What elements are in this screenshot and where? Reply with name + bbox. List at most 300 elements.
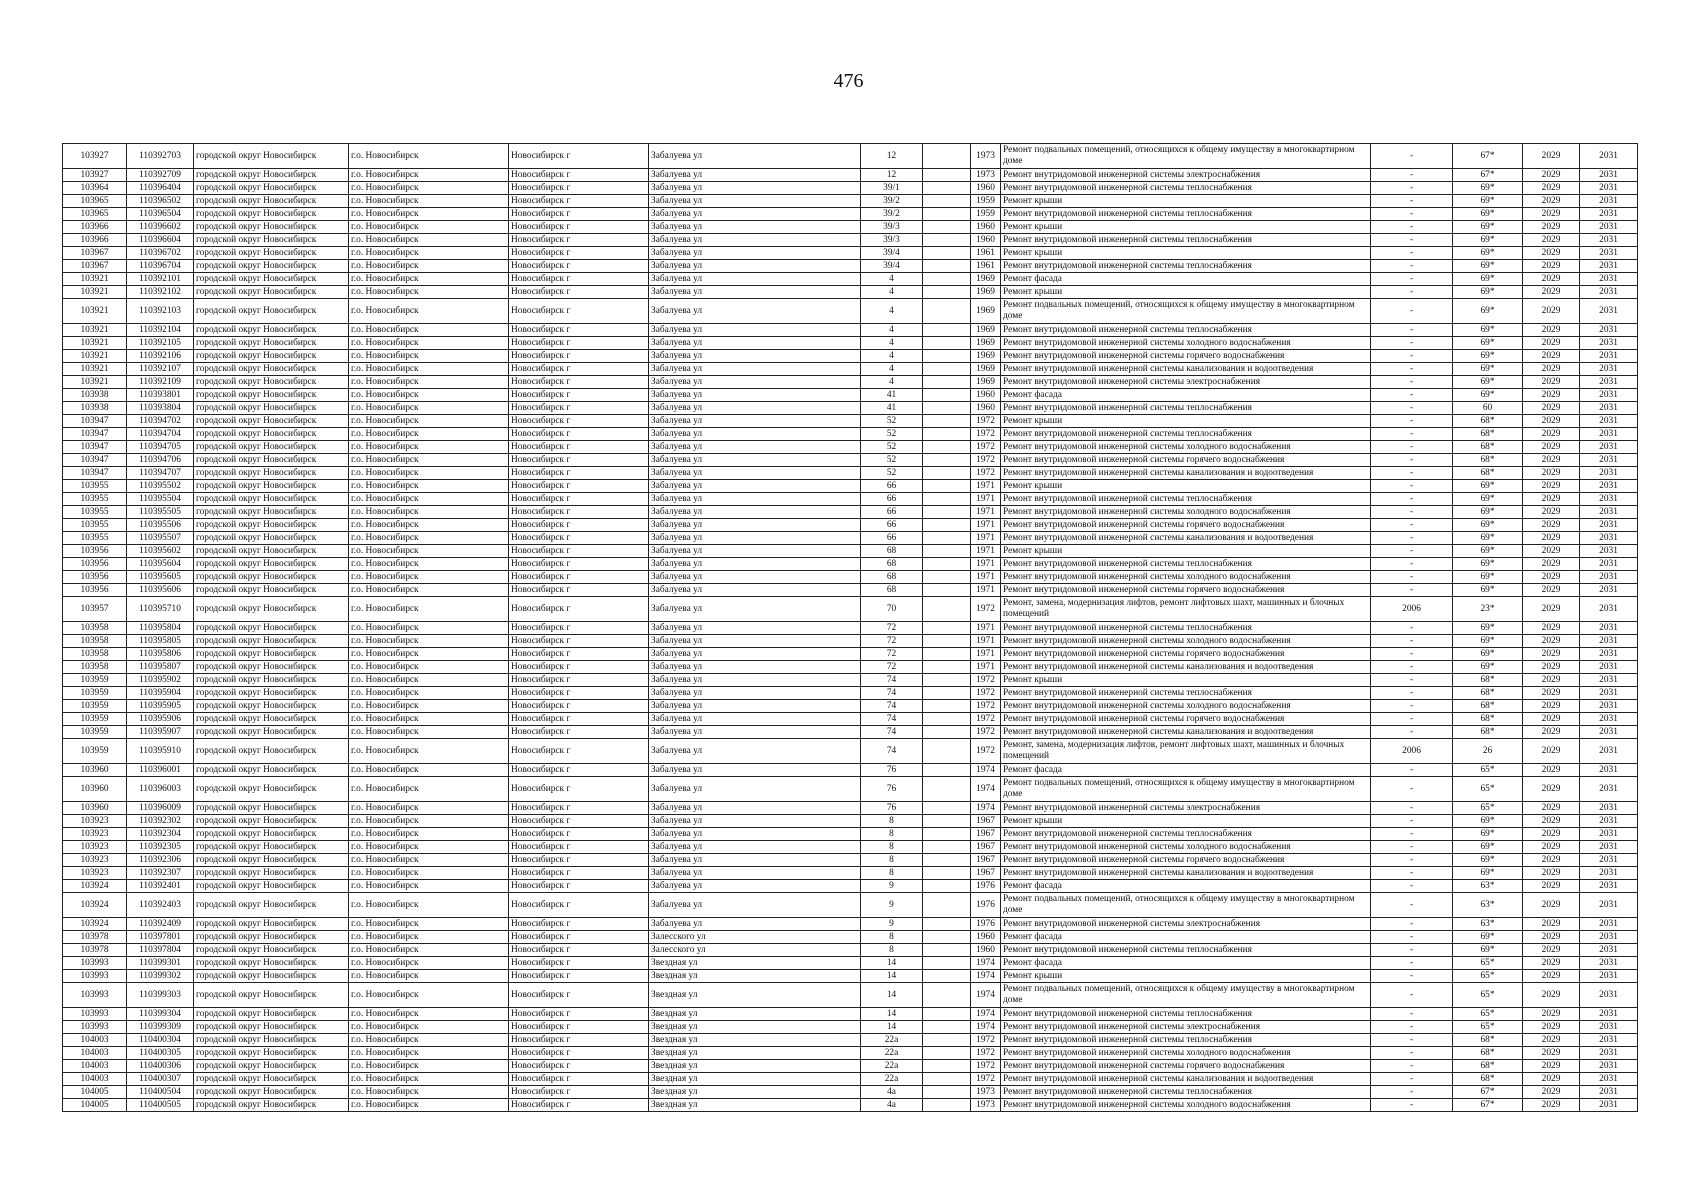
cell-code: 110396602: [127, 221, 194, 234]
cell-settlement: г.о. Новосибирск: [349, 480, 509, 493]
table-row: [63, 324, 1638, 337]
cell-work: Ремонт внутридомовой инженерной системы канализования и водоотведения: [1001, 363, 1371, 376]
table-row: [63, 234, 1638, 247]
cell-year-extra: -: [1371, 441, 1453, 454]
cell-id: 103923: [63, 828, 127, 841]
cell-code: 110395606: [127, 584, 194, 597]
cell-code: 110392709: [127, 169, 194, 182]
cell-percent: 69*: [1453, 260, 1523, 273]
cell-settlement: г.о. Новосибирск: [349, 687, 509, 700]
cell-house: 66: [861, 480, 923, 493]
cell-id: 103958: [63, 661, 127, 674]
cell-district: городской округ Новосибирск: [194, 648, 349, 661]
cell-blank: [923, 467, 971, 480]
cell-street: Забалуева ул: [649, 635, 861, 648]
cell-district: городской округ Новосибирск: [194, 687, 349, 700]
cell-district: городской округ Новосибирск: [194, 931, 349, 944]
cell-percent: 65*: [1453, 957, 1523, 970]
cell-id: 103923: [63, 867, 127, 880]
cell-id: 103955: [63, 519, 127, 532]
cell-plan-start: 2029: [1523, 144, 1580, 169]
cell-percent: 68*: [1453, 1060, 1523, 1073]
cell-street: Забалуева ул: [649, 454, 861, 467]
cell-code: 110395604: [127, 558, 194, 571]
cell-plan-start: 2029: [1523, 182, 1580, 195]
cell-plan-end: 2031: [1580, 635, 1638, 648]
cell-id: 103947: [63, 467, 127, 480]
cell-street: Забалуева ул: [649, 273, 861, 286]
cell-year: 1974: [971, 1021, 1001, 1034]
cell-plan-start: 2029: [1523, 957, 1580, 970]
cell-work: Ремонт внутридомовой инженерной системы электроснабжения: [1001, 1021, 1371, 1034]
cell-year: 1971: [971, 648, 1001, 661]
cell-blank: [923, 687, 971, 700]
cell-id: 103959: [63, 674, 127, 687]
cell-blank: [923, 208, 971, 221]
cell-blank: [923, 1086, 971, 1099]
table-row: [63, 545, 1638, 558]
cell-house: 70: [861, 597, 923, 622]
cell-city: Новосибирск г: [509, 169, 649, 182]
cell-year: 1960: [971, 931, 1001, 944]
cell-city: Новосибирск г: [509, 854, 649, 867]
cell-blank: [923, 441, 971, 454]
table-row: [63, 841, 1638, 854]
cell-plan-start: 2029: [1523, 195, 1580, 208]
cell-year-extra: -: [1371, 661, 1453, 674]
table-row: [63, 208, 1638, 221]
table-row: [63, 880, 1638, 893]
cell-street: Забалуева ул: [649, 376, 861, 389]
cell-percent: 68*: [1453, 1073, 1523, 1086]
cell-percent: 69*: [1453, 558, 1523, 571]
cell-year-extra: -: [1371, 558, 1453, 571]
cell-id: 104003: [63, 1047, 127, 1060]
cell-blank: [923, 622, 971, 635]
cell-id: 103955: [63, 493, 127, 506]
cell-year: 1972: [971, 674, 1001, 687]
cell-district: городской округ Новосибирск: [194, 144, 349, 169]
cell-blank: [923, 841, 971, 854]
table-row: [63, 802, 1638, 815]
cell-plan-end: 2031: [1580, 648, 1638, 661]
cell-percent: 26: [1453, 739, 1523, 764]
repair-registry-table: [62, 143, 1638, 1112]
cell-code: 110399303: [127, 983, 194, 1008]
cell-work: Ремонт внутридомовой инженерной системы горячего водоснабжения: [1001, 648, 1371, 661]
cell-year-extra: -: [1371, 571, 1453, 584]
cell-plan-start: 2029: [1523, 674, 1580, 687]
cell-house: 74: [861, 739, 923, 764]
cell-percent: 69*: [1453, 324, 1523, 337]
cell-street: Звездная ул: [649, 1073, 861, 1086]
cell-work: Ремонт внутридомовой инженерной системы теплоснабжения: [1001, 622, 1371, 635]
cell-percent: 69*: [1453, 182, 1523, 195]
cell-work: Ремонт внутридомовой инженерной системы теплоснабжения: [1001, 234, 1371, 247]
cell-code: 110394707: [127, 467, 194, 480]
cell-year-extra: -: [1371, 363, 1453, 376]
cell-plan-end: 2031: [1580, 1086, 1638, 1099]
cell-city: Новосибирск г: [509, 777, 649, 802]
cell-percent: 68*: [1453, 428, 1523, 441]
cell-street: Забалуева ул: [649, 350, 861, 363]
cell-percent: 69*: [1453, 931, 1523, 944]
cell-street: Забалуева ул: [649, 545, 861, 558]
cell-settlement: г.о. Новосибирск: [349, 1099, 509, 1112]
cell-code: 110392104: [127, 324, 194, 337]
cell-work: Ремонт внутридомовой инженерной системы канализования и водоотведения: [1001, 532, 1371, 545]
cell-id: 104005: [63, 1099, 127, 1112]
cell-plan-end: 2031: [1580, 545, 1638, 558]
cell-year-extra: -: [1371, 1099, 1453, 1112]
table-row: [63, 195, 1638, 208]
cell-city: Новосибирск г: [509, 558, 649, 571]
cell-house: 74: [861, 687, 923, 700]
cell-house: 4а: [861, 1086, 923, 1099]
cell-work: Ремонт внутридомовой инженерной системы горячего водоснабжения: [1001, 519, 1371, 532]
cell-year-extra: -: [1371, 1034, 1453, 1047]
cell-settlement: г.о. Новосибирск: [349, 726, 509, 739]
cell-district: городской округ Новосибирск: [194, 337, 349, 350]
cell-code: 110395805: [127, 635, 194, 648]
cell-blank: [923, 558, 971, 571]
cell-house: 72: [861, 661, 923, 674]
cell-year: 1961: [971, 260, 1001, 273]
cell-house: 72: [861, 635, 923, 648]
cell-house: 4: [861, 286, 923, 299]
cell-plan-end: 2031: [1580, 571, 1638, 584]
cell-plan-end: 2031: [1580, 454, 1638, 467]
cell-settlement: г.о. Новосибирск: [349, 661, 509, 674]
cell-plan-end: 2031: [1580, 700, 1638, 713]
cell-code: 110395504: [127, 493, 194, 506]
cell-plan-start: 2029: [1523, 635, 1580, 648]
cell-percent: 65*: [1453, 802, 1523, 815]
table-row: [63, 221, 1638, 234]
cell-street: Забалуева ул: [649, 144, 861, 169]
cell-blank: [923, 402, 971, 415]
cell-work: Ремонт внутридомовой инженерной системы теплоснабжения: [1001, 1086, 1371, 1099]
cell-plan-start: 2029: [1523, 441, 1580, 454]
cell-street: Забалуева ул: [649, 389, 861, 402]
cell-work: Ремонт крыши: [1001, 195, 1371, 208]
cell-code: 110395804: [127, 622, 194, 635]
cell-percent: 60: [1453, 402, 1523, 415]
cell-blank: [923, 350, 971, 363]
cell-year-extra: -: [1371, 350, 1453, 363]
cell-code: 110394705: [127, 441, 194, 454]
cell-district: городской округ Новосибирск: [194, 428, 349, 441]
cell-work: Ремонт крыши: [1001, 286, 1371, 299]
cell-percent: 69*: [1453, 299, 1523, 324]
cell-percent: 68*: [1453, 415, 1523, 428]
cell-year-extra: -: [1371, 841, 1453, 854]
cell-blank: [923, 415, 971, 428]
table-row: [63, 1073, 1638, 1086]
cell-year: 1960: [971, 234, 1001, 247]
table-row: [63, 402, 1638, 415]
cell-street: Забалуева ул: [649, 700, 861, 713]
cell-blank: [923, 286, 971, 299]
table-row: [63, 815, 1638, 828]
cell-settlement: г.о. Новосибирск: [349, 299, 509, 324]
cell-work: Ремонт внутридомовой инженерной системы холодного водоснабжения: [1001, 506, 1371, 519]
cell-settlement: г.о. Новосибирск: [349, 739, 509, 764]
cell-city: Новосибирск г: [509, 1099, 649, 1112]
cell-plan-start: 2029: [1523, 983, 1580, 1008]
cell-house: 8: [861, 854, 923, 867]
cell-id: 103993: [63, 970, 127, 983]
cell-percent: 65*: [1453, 970, 1523, 983]
cell-percent: 68*: [1453, 713, 1523, 726]
cell-year: 1971: [971, 584, 1001, 597]
cell-work: Ремонт внутридомовой инженерной системы электроснабжения: [1001, 802, 1371, 815]
cell-plan-start: 2029: [1523, 661, 1580, 674]
cell-street: Забалуева ул: [649, 402, 861, 415]
cell-blank: [923, 674, 971, 687]
cell-id: 103993: [63, 1021, 127, 1034]
cell-year: 1971: [971, 661, 1001, 674]
cell-settlement: г.о. Новосибирск: [349, 260, 509, 273]
cell-id: 103947: [63, 415, 127, 428]
cell-house: 74: [861, 700, 923, 713]
cell-district: городской округ Новосибирск: [194, 867, 349, 880]
cell-plan-end: 2031: [1580, 597, 1638, 622]
cell-settlement: г.о. Новосибирск: [349, 1034, 509, 1047]
cell-code: 110392105: [127, 337, 194, 350]
cell-settlement: г.о. Новосибирск: [349, 777, 509, 802]
cell-settlement: г.о. Новосибирск: [349, 208, 509, 221]
table-row: [63, 389, 1638, 402]
cell-blank: [923, 918, 971, 931]
cell-street: Забалуева ул: [649, 584, 861, 597]
cell-city: Новосибирск г: [509, 144, 649, 169]
cell-year: 1971: [971, 635, 1001, 648]
cell-id: 103921: [63, 337, 127, 350]
cell-plan-end: 2031: [1580, 286, 1638, 299]
cell-plan-start: 2029: [1523, 1021, 1580, 1034]
cell-district: городской округ Новосибирск: [194, 480, 349, 493]
cell-code: 110396003: [127, 777, 194, 802]
cell-id: 103921: [63, 363, 127, 376]
cell-work: Ремонт внутридомовой инженерной системы холодного водоснабжения: [1001, 1099, 1371, 1112]
cell-plan-start: 2029: [1523, 622, 1580, 635]
cell-house: 39/4: [861, 247, 923, 260]
cell-work: Ремонт внутридомовой инженерной системы холодного водоснабжения: [1001, 700, 1371, 713]
cell-code: 110392109: [127, 376, 194, 389]
cell-code: 110396702: [127, 247, 194, 260]
cell-year-extra: -: [1371, 700, 1453, 713]
cell-year-extra: -: [1371, 247, 1453, 260]
cell-work: Ремонт фасада: [1001, 931, 1371, 944]
cell-code: 110396001: [127, 764, 194, 777]
cell-work: Ремонт фасада: [1001, 880, 1371, 893]
cell-blank: [923, 661, 971, 674]
cell-id: 103960: [63, 802, 127, 815]
cell-year: 1959: [971, 208, 1001, 221]
cell-percent: 69*: [1453, 480, 1523, 493]
cell-year-extra: 2006: [1371, 739, 1453, 764]
cell-city: Новосибирск г: [509, 195, 649, 208]
cell-year: 1972: [971, 454, 1001, 467]
cell-code: 110395506: [127, 519, 194, 532]
cell-work: Ремонт подвальных помещений, относящихся к общему имуществу в многоквартирном доме: [1001, 893, 1371, 918]
table-row: [63, 415, 1638, 428]
cell-house: 66: [861, 506, 923, 519]
cell-settlement: г.о. Новосибирск: [349, 622, 509, 635]
cell-plan-start: 2029: [1523, 584, 1580, 597]
table-row: [63, 1008, 1638, 1021]
cell-year: 1974: [971, 777, 1001, 802]
cell-code: 110399301: [127, 957, 194, 970]
cell-street: Забалуева ул: [649, 337, 861, 350]
cell-settlement: г.о. Новосибирск: [349, 983, 509, 1008]
cell-plan-end: 2031: [1580, 467, 1638, 480]
table-row: [63, 519, 1638, 532]
cell-city: Новосибирск г: [509, 674, 649, 687]
cell-year-extra: -: [1371, 195, 1453, 208]
cell-year-extra: -: [1371, 182, 1453, 195]
cell-district: городской округ Новосибирск: [194, 363, 349, 376]
cell-plan-start: 2029: [1523, 931, 1580, 944]
cell-house: 4: [861, 337, 923, 350]
cell-street: Забалуева ул: [649, 324, 861, 337]
cell-work: Ремонт подвальных помещений, относящихся к общему имуществу в многоквартирном доме: [1001, 144, 1371, 169]
cell-plan-start: 2029: [1523, 506, 1580, 519]
cell-settlement: г.о. Новосибирск: [349, 350, 509, 363]
cell-year: 1971: [971, 480, 1001, 493]
cell-year: 1973: [971, 169, 1001, 182]
cell-blank: [923, 739, 971, 764]
cell-plan-end: 2031: [1580, 208, 1638, 221]
cell-city: Новосибирск г: [509, 480, 649, 493]
cell-work: Ремонт фасада: [1001, 957, 1371, 970]
cell-year-extra: -: [1371, 467, 1453, 480]
cell-city: Новосибирск г: [509, 441, 649, 454]
cell-street: Забалуева ул: [649, 764, 861, 777]
cell-year: 1972: [971, 1034, 1001, 1047]
cell-year: 1960: [971, 221, 1001, 234]
cell-year-extra: -: [1371, 1008, 1453, 1021]
cell-plan-start: 2029: [1523, 815, 1580, 828]
cell-street: Забалуева ул: [649, 622, 861, 635]
cell-house: 4: [861, 363, 923, 376]
cell-district: городской округ Новосибирск: [194, 1034, 349, 1047]
cell-plan-start: 2029: [1523, 221, 1580, 234]
cell-id: 103993: [63, 957, 127, 970]
cell-work: Ремонт внутридомовой инженерной системы электроснабжения: [1001, 918, 1371, 931]
cell-street: Забалуева ул: [649, 169, 861, 182]
cell-plan-end: 2031: [1580, 661, 1638, 674]
cell-plan-end: 2031: [1580, 221, 1638, 234]
cell-street: Забалуева ул: [649, 867, 861, 880]
cell-year-extra: -: [1371, 777, 1453, 802]
table-row: [63, 970, 1638, 983]
cell-id: 103923: [63, 841, 127, 854]
cell-code: 110399304: [127, 1008, 194, 1021]
cell-settlement: г.о. Новосибирск: [349, 700, 509, 713]
cell-settlement: г.о. Новосибирск: [349, 1060, 509, 1073]
cell-house: 52: [861, 441, 923, 454]
cell-code: 110395905: [127, 700, 194, 713]
cell-id: 103978: [63, 944, 127, 957]
cell-year: 1971: [971, 493, 1001, 506]
cell-house: 52: [861, 428, 923, 441]
cell-city: Новосибирск г: [509, 467, 649, 480]
cell-year-extra: -: [1371, 234, 1453, 247]
cell-city: Новосибирск г: [509, 739, 649, 764]
table-row: [63, 700, 1638, 713]
cell-year: 1967: [971, 828, 1001, 841]
cell-percent: 69*: [1453, 247, 1523, 260]
cell-house: 4: [861, 324, 923, 337]
table-row: [63, 571, 1638, 584]
cell-house: 14: [861, 1008, 923, 1021]
cell-year: 1967: [971, 867, 1001, 880]
cell-city: Новосибирск г: [509, 957, 649, 970]
cell-street: Забалуева ул: [649, 687, 861, 700]
cell-percent: 69*: [1453, 234, 1523, 247]
cell-street: Залесского ул: [649, 944, 861, 957]
cell-street: Забалуева ул: [649, 726, 861, 739]
cell-year: 1969: [971, 337, 1001, 350]
cell-plan-end: 2031: [1580, 726, 1638, 739]
cell-house: 41: [861, 389, 923, 402]
cell-work: Ремонт крыши: [1001, 247, 1371, 260]
cell-year: 1973: [971, 1099, 1001, 1112]
table-row: [63, 739, 1638, 764]
cell-id: 103923: [63, 815, 127, 828]
table-row: [63, 363, 1638, 376]
cell-city: Новосибирск г: [509, 893, 649, 918]
cell-district: городской округ Новосибирск: [194, 260, 349, 273]
cell-id: 103967: [63, 247, 127, 260]
cell-work: Ремонт подвальных помещений, относящихся к общему имуществу в многоквартирном доме: [1001, 299, 1371, 324]
cell-blank: [923, 376, 971, 389]
cell-year: 1972: [971, 739, 1001, 764]
cell-district: городской округ Новосибирск: [194, 182, 349, 195]
cell-year-extra: -: [1371, 1060, 1453, 1073]
cell-plan-end: 2031: [1580, 957, 1638, 970]
cell-house: 39/2: [861, 195, 923, 208]
cell-work: Ремонт крыши: [1001, 545, 1371, 558]
cell-plan-start: 2029: [1523, 1099, 1580, 1112]
cell-city: Новосибирск г: [509, 299, 649, 324]
table-row: [63, 493, 1638, 506]
cell-city: Новосибирск г: [509, 350, 649, 363]
cell-plan-end: 2031: [1580, 415, 1638, 428]
cell-city: Новосибирск г: [509, 584, 649, 597]
cell-house: 14: [861, 1021, 923, 1034]
cell-house: 4: [861, 376, 923, 389]
cell-id: 103947: [63, 428, 127, 441]
cell-id: 103959: [63, 726, 127, 739]
cell-year: 1972: [971, 726, 1001, 739]
cell-settlement: г.о. Новосибирск: [349, 1047, 509, 1060]
cell-settlement: г.о. Новосибирск: [349, 519, 509, 532]
table-row: [63, 1099, 1638, 1112]
cell-street: Забалуева ул: [649, 260, 861, 273]
cell-blank: [923, 234, 971, 247]
cell-street: Забалуева ул: [649, 597, 861, 622]
cell-plan-start: 2029: [1523, 777, 1580, 802]
cell-plan-start: 2029: [1523, 597, 1580, 622]
cell-house: 39/4: [861, 260, 923, 273]
cell-plan-end: 2031: [1580, 260, 1638, 273]
cell-id: 103958: [63, 635, 127, 648]
cell-year-extra: -: [1371, 506, 1453, 519]
cell-code: 110395602: [127, 545, 194, 558]
